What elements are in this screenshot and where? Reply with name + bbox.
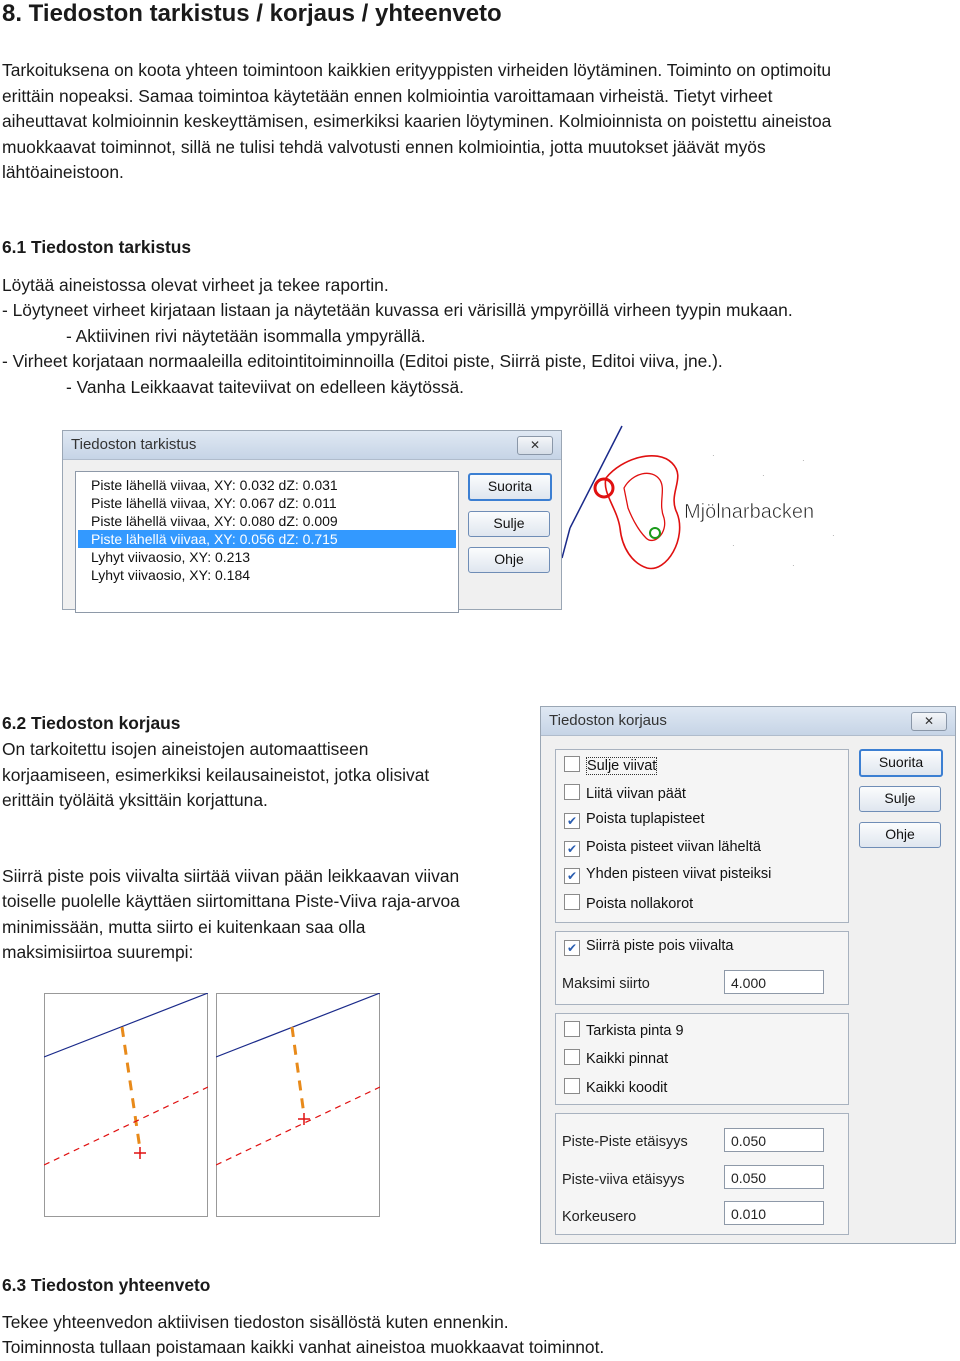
checkbox-icon[interactable] [564,784,580,800]
intro-paragraph [2,58,952,186]
s62-line: minimissään, mutta siirto ei kuitenkaan saa olla [2,917,366,937]
break-line [562,528,570,558]
intro-line: lähtöaineistoon. [2,162,124,183]
error-list-item[interactable]: Piste lähellä viivaa, XY: 0.067 dZ: 0.011 [91,495,337,511]
check-dialog-title: Tiedoston tarkistus [71,436,197,453]
error-list-item[interactable]: Lyhyt viivaosio, XY: 0.184 [91,567,251,583]
height-difference-label: Korkeusero [562,1209,637,1225]
s62-line: korjaamiseen, esimerkiksi keilausaineistot, jotka olisivat [2,765,430,785]
page-heading: 8. Tiedoston tarkistus / korjaus / yhteenveto [2,0,502,27]
checkbox-icon[interactable] [564,1021,580,1037]
s62-line: erittäin työläitä yksittäin korjattuna. [2,790,268,810]
intro-line: aiheuttavat kolmioinnin keskeyttämisen, esimerkiksi kaarien löytyminen. Kolmioinnista on poistettu aineistoa [2,111,832,132]
option-move-point[interactable]: ✔ Siirrä piste pois viivalta [564,938,733,956]
before-diagram [44,993,208,1217]
s62-line: toiselle puolelle käyttäen siirtomittana Piste-Viiva raja-arvoa [2,891,460,911]
diagram-frame [45,994,208,1217]
section-6-3-heading: 6.3 Tiedoston yhteenveto [2,1275,211,1295]
run-button[interactable]: Suorita [468,473,552,501]
checkbox-icon[interactable] [564,1078,580,1094]
svg-text:·: · [712,451,715,460]
option-close-lines[interactable]: Sulje viivat [564,756,657,774]
intro-line: erittäin nopeaksi. Samaa toimintoa käytetään ennen kolmiointia varoittamaan virheistä. Tietyt virheet [2,85,773,106]
close-button[interactable]: Sulje [859,786,941,812]
s61-line: - Vanha Leikkaavat taiteviivat on edelleen käytössä. [66,377,464,397]
checkmark-icon[interactable]: ✔ [564,868,580,884]
break-line [570,426,622,528]
max-move-label: Maksimi siirto [562,976,650,992]
checkmark-icon[interactable]: ✔ [564,813,580,829]
error-marker [650,528,660,538]
height-difference-input[interactable]: 0.010 [724,1201,824,1225]
option-remove-zero-heights[interactable]: Poista nollakorot [564,894,693,912]
option-join-ends[interactable]: Liitä viivan päät [564,784,686,802]
error-list-item[interactable]: Piste lähellä viivaa, XY: 0.032 dZ: 0.031 [91,477,338,493]
s61-line: - Löytyneet virheet kirjataan listaan ja näytetään kuvassa eri värisillä ympyröillä virheen tyypin mukaan. [2,300,793,320]
s63-line: Toiminnosta tullaan poistamaan kaikki vanhat aineistoa muokkaavat toiminnot. [2,1337,605,1357]
map-place-label: Mjölnarbacken [684,501,815,523]
section-6-1-heading: 6.1 Tiedoston tarkistus [2,237,192,257]
diagram-frame [217,994,380,1217]
intro-line: muokkaavat toiminnot, sillä ne tulisi tehdä valvotusti ennen kolmiointia, jotta muutokset jäävät myös [2,136,766,157]
s61-line: - Aktiivinen rivi näytetään isommalla ympyrällä. [66,326,426,346]
point-point-distance-input[interactable]: 0.050 [724,1128,824,1152]
checkbox-icon[interactable] [564,756,580,772]
option-single-point-lines[interactable]: ✔ Yhden pisteen viivat pisteiksi [564,866,771,884]
svg-text:·: · [762,471,765,480]
s62-line: maksimisiirtoa suurempi: [2,942,194,962]
checkbox-icon[interactable] [564,894,580,910]
map-preview [562,418,862,618]
surface-options-group [555,1013,849,1105]
svg-text:·: · [832,531,835,540]
close-icon[interactable]: ✕ [517,436,553,455]
fix-dialog-title: Tiedoston korjaus [549,712,667,729]
tolerances-group [555,1113,849,1235]
move-point-group [555,931,849,1005]
option-check-surface[interactable]: Tarkista pinta 9 [564,1021,684,1039]
error-list-item[interactable]: Piste lähellä viivaa, XY: 0.080 dZ: 0.009 [91,513,338,529]
svg-text:·: · [792,561,795,570]
check-dialog-titlebar [63,431,561,460]
close-button[interactable]: Sulje [468,511,550,537]
fix-options-group [555,749,849,923]
help-button[interactable]: Ohje [859,822,941,848]
option-remove-duplicates[interactable]: ✔ Poista tuplapisteet [564,811,705,829]
checkmark-icon[interactable]: ✔ [564,940,580,956]
svg-text:·: · [732,541,735,550]
contour-line [605,456,679,569]
s62-line: Siirrä piste pois viivalta siirtää viivan pään leikkaavan viivan [2,866,460,886]
error-list-item[interactable]: Lyhyt viivaosio, XY: 0.213 [91,549,251,565]
run-button[interactable]: Suorita [859,749,943,777]
point-line-distance-input[interactable]: 0.050 [724,1165,824,1189]
s61-line: - Virheet korjataan normaaleilla editointitoiminnoilla (Editoi piste, Siirrä piste, Editoi viiva, jne.). [2,351,723,371]
s61-line: Löytää aineistossa olevat virheet ja tekee raportin. [2,275,389,295]
svg-text:·: · [802,456,805,465]
s62-line: On tarkoitettu isojen aineistojen automaattiseen [2,739,369,759]
option-all-surfaces[interactable]: Kaikki pinnat [564,1049,668,1067]
point-line-distance-label: Piste-viiva etäisyys [562,1172,685,1188]
help-button[interactable]: Ohje [468,547,550,573]
intro-line: Tarkoituksena on koota yhteen toimintoon kaikkien erityyppisten virheiden löytäminen. Toiminto on optimoitu [2,60,832,80]
error-list[interactable] [75,471,459,613]
checkmark-icon[interactable]: ✔ [564,841,580,857]
option-remove-near-points[interactable]: ✔ Poista pisteet viivan läheltä [564,839,761,857]
max-move-input[interactable]: 4.000 [724,970,824,994]
after-diagram [216,993,380,1217]
point-point-distance-label: Piste-Piste etäisyys [562,1134,688,1150]
fix-dialog-titlebar [541,707,955,736]
fix-dialog [540,706,956,1244]
section-6-2-heading: 6.2 Tiedoston korjaus [2,713,181,733]
s63-line: Tekee yhteenvedon aktiivisen tiedoston sisällöstä kuten ennenkin. [2,1312,509,1332]
active-error-marker [595,479,613,497]
option-all-codes[interactable]: Kaikki koodit [564,1078,667,1096]
check-dialog [62,430,562,610]
checkbox-icon[interactable] [564,1049,580,1065]
error-list-item-selected[interactable]: Piste lähellä viivaa, XY: 0.056 dZ: 0.715 [78,530,456,548]
close-icon[interactable]: ✕ [911,712,947,731]
